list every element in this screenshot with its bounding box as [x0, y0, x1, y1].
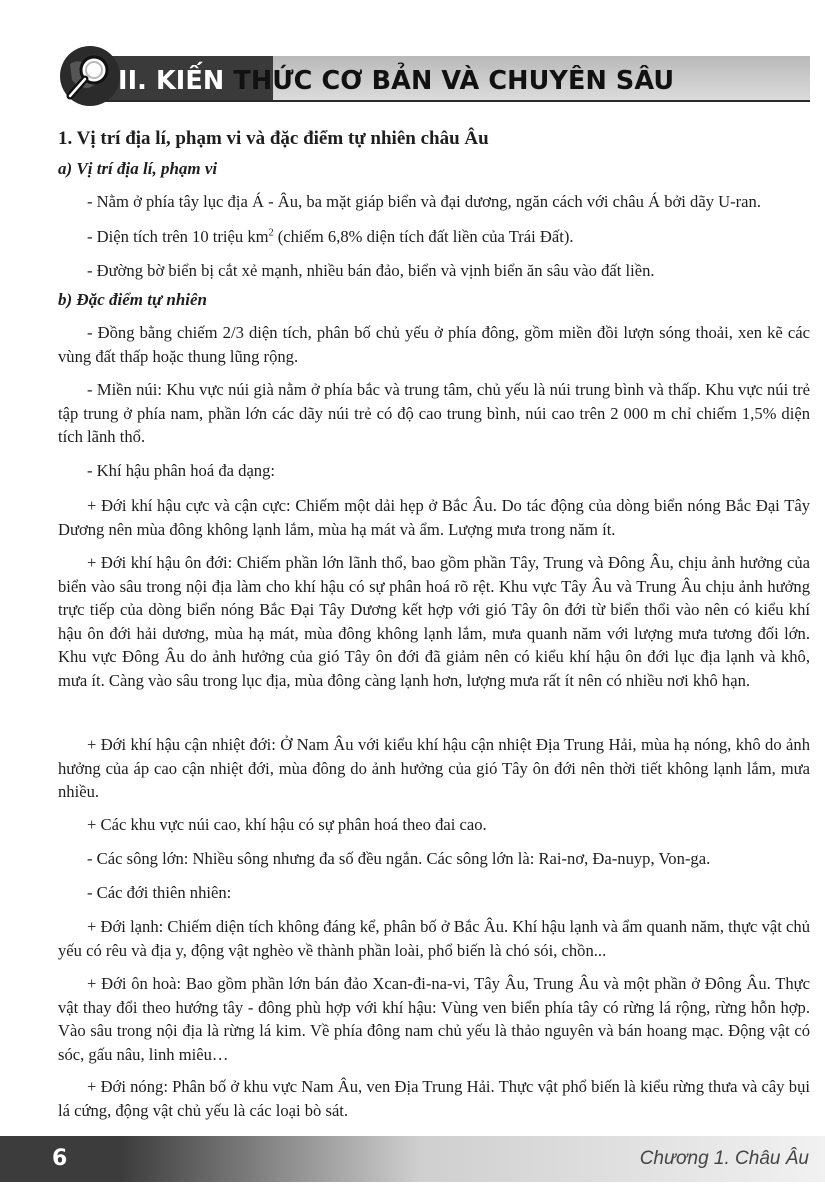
paragraph-b10: + Đới lạnh: Chiếm diện tích không đáng kể, phân bố ở Bắc Âu. Khí hậu lạnh và ẩm quanh năm, thực vật chủ yếu có rêu và địa y, động vật nghèo về thành phần loài, phổ biến là chó sói, chồn... [58, 917, 810, 960]
header-underline [88, 100, 810, 102]
paragraph-a2 [58, 225, 810, 249]
subsection-a-title: a) Vị trí địa lí, phạm vi [58, 159, 218, 178]
paragraph-b3: - Khí hậu phân hoá đa dạng: [87, 461, 276, 480]
subsection-b-title: b) Đặc điểm tự nhiên [58, 290, 208, 309]
chapter-label: Chương 1. Châu Âu [639, 1148, 809, 1169]
a2-text-before: - Diện tích trên 10 triệu km [87, 227, 269, 246]
paragraph-b11: + Đới ôn hoà: Bao gồm phần lớn bán đảo Xcan-đi-na-vi, Tây Âu, Trung Âu và một phần ở Đông Âu. Thực vật thay đổi theo hướng tây - đông phù hợp với khí hậu: Vùng ven biển phía tây có rừng lá rộng, rừng hỗn hợp. Vào sâu trong nội địa là rừng lá kim. Về phía đông nam chủ yếu là thảo nguyên và bán hoang mạc. Động vật có sóc, gấu nâu, linh miêu… [58, 974, 810, 1064]
header-title-part2: THỨC CƠ BẢN VÀ CHUYÊN SÂU [233, 66, 675, 96]
paragraph-b4: + Đới khí hậu cực và cận cực: Chiếm một dải hẹp ở Bắc Âu. Do tác động của dòng biển nóng Bắc Đại Tây Dương nên mùa đông không lạnh lắm, mùa hạ mát và ẩm. Lượng mưa trong năm ít. [58, 496, 810, 539]
paragraph-b5: + Đới khí hậu ôn đới: Chiếm phần lớn lãnh thổ, bao gồm phần Tây, Trung và Đông Âu, chịu ảnh hưởng của biển vào sâu trong nội địa làm cho khí hậu có sự phân hoá rõ rệt. Khu vực Tây Âu và Trung Âu chịu ảnh hưởng trực tiếp của dòng biển nóng Bắc Đại Tây Dương kết hợp với gió Tây ôn đới từ biển thổi vào nên có kiểu khí hậu ôn đới hải dương, mùa hạ mát, mùa đông không lạnh lắm, mưa quanh năm với lượng mưa tương đối lớn. Khu vực Đông Âu do ảnh hưởng của gió Tây ôn đới đã giảm nên có kiểu khí hậu ôn đới lục địa lạnh và khô, mưa ít. Càng vào sâu trong lục địa, mùa đông càng lạnh hơn, lượng mưa rất ít nên có nhiều nơi khô hạn. [58, 553, 810, 690]
paragraph-b6: + Đới khí hậu cận nhiệt đới: Ở Nam Âu với kiểu khí hậu cận nhiệt Địa Trung Hải, mùa hạ nóng, khô do ảnh hưởng của áp cao cận nhiệt đới, mùa đông do ảnh hưởng của gió Tây ôn đới nên thời tiết không lạnh lắm, mưa nhiều. [58, 735, 810, 801]
a2-superscript: 2 [268, 227, 274, 239]
section-title: 1. Vị trí địa lí, phạm vi và đặc điểm tự nhiên châu Âu [58, 128, 489, 149]
header-title-part1: II. KIẾN [118, 66, 234, 96]
page-header-title [118, 62, 674, 100]
a2-text-after: (chiếm 6,8% diện tích đất liền của Trái Đất). [273, 227, 574, 246]
paragraph-b1: - Đồng bằng chiếm 2/3 diện tích, phân bố chủ yếu ở phía đông, gồm miền đồi lượn sóng thoải, xen kẽ các vùng đất thấp hoặc thung lũng rộng. [58, 323, 810, 366]
paragraph-b12: + Đới nóng: Phân bố ở khu vực Nam Âu, ven Địa Trung Hải. Thực vật phổ biến là kiểu rừng thưa và cây bụi lá cứng, động vật chủ yếu là các loại bò sát. [58, 1077, 810, 1120]
paragraph-a3: - Đường bờ biển bị cắt xẻ mạnh, nhiều bán đảo, biển và vịnh biển ăn sâu vào đất liền. [87, 261, 655, 280]
paragraph-b7: + Các khu vực núi cao, khí hậu có sự phân hoá theo đai cao. [87, 815, 487, 834]
magnifier-globe-icon [58, 44, 122, 108]
paragraph-a1: - Nằm ở phía tây lục địa Á - Âu, ba mặt giáp biển và đại dương, ngăn cách với châu Á bởi dãy U-ran. [87, 192, 761, 211]
paragraph-b9: - Các đới thiên nhiên: [87, 883, 232, 902]
page-number: 6 [52, 1146, 68, 1171]
paragraph-b2: - Miền núi: Khu vực núi già nằm ở phía bắc và trung tâm, chủ yếu là núi trung bình và thấp. Khu vực núi trẻ tập trung ở phía nam, phần lớn các dãy núi trẻ có độ cao trung bình, núi cao trên 2 000 m chỉ chiếm 1,5% diện tích lãnh thổ. [58, 380, 810, 446]
paragraph-b8: - Các sông lớn: Nhiều sông nhưng đa số đều ngắn. Các sông lớn là: Rai-nơ, Đa-nuyp, Von-ga. [87, 849, 711, 868]
